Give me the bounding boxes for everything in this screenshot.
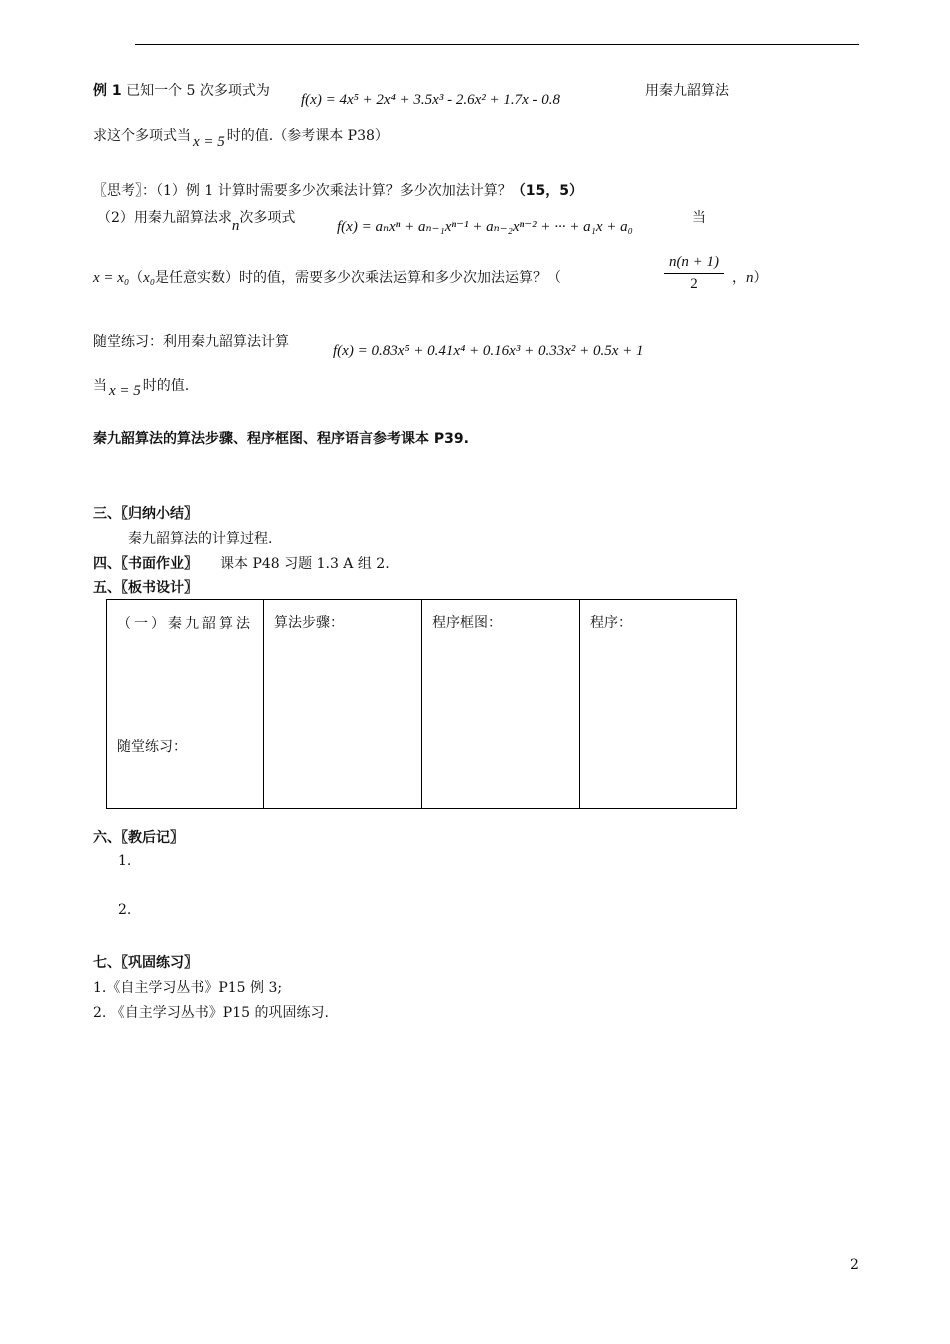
board-cell-flowchart [422, 600, 580, 809]
think-line3 [93, 267, 561, 287]
example1-intro: 已知一个 5 次多项式为 [126, 83, 270, 99]
table-row [107, 600, 737, 809]
example1-tail: 用秦九韶算法 [645, 83, 729, 99]
board-col2-label: 算法步骤： [274, 615, 344, 631]
practice-line2 [93, 375, 190, 399]
board-col1-practice: 随堂练习： [117, 739, 187, 755]
think-q1-answer: （15，5） [511, 183, 583, 199]
think-x0-condition: x = x₀ [93, 270, 130, 286]
example1-line1 [93, 80, 270, 100]
section7-item2: 2. 《自主学习丛书》P15 的巩固练习. [93, 1005, 329, 1021]
section3-body: 秦九韶算法的计算过程. [128, 531, 273, 547]
section6-title: 六、〖教后记〗 [93, 830, 184, 846]
think-n: n [746, 270, 754, 286]
section6-item2: 2. [118, 902, 132, 918]
practice-label: 随堂练习：利用秦九韶算法计算 [93, 334, 289, 350]
section7-title: 七、〖巩固练习〗 [93, 955, 198, 971]
think-line3-tail [732, 267, 768, 287]
example1-line2-text: 求这个多项式当 [93, 128, 191, 144]
think-q3-text: 是任意实数）时的值，需要多少次乘法运算和多少次加法运算？（ [155, 270, 562, 286]
practice-formula: f(x) = 0.83x⁵ + 0.41x⁴ + 0.16x³ + 0.33x² + 0.5x + 1 [333, 343, 644, 359]
steps-note: 秦九韶算法的算法步骤、程序框图、程序语言参考课本 P39. [93, 431, 469, 447]
section3-title: 三、〖归纳小结〗 [93, 506, 198, 522]
think-q2-text2: 次多项式 [239, 210, 296, 226]
think-line1 [93, 180, 583, 200]
think-general-formula: f(x) = aₙxⁿ + aₙ₋₁xⁿ⁻¹ + aₙ₋₂xⁿ⁻² + ··· + a₁x + a₀ [337, 219, 633, 235]
board-col4-label: 程序： [590, 615, 632, 631]
example1-label: 例 1 [93, 83, 122, 99]
think-q1: 〖思考〗：（1）例 1 计算时需要多少次乘法计算？多少次加法计算？ [93, 183, 512, 199]
think-q2-text: （2）用秦九韶算法求 [97, 210, 232, 226]
board-cell-title [107, 600, 264, 809]
fraction-numerator: n(n + 1) [664, 254, 724, 274]
think-line2 [97, 207, 296, 234]
section4-title: 四、〖书面作业〗 [93, 556, 198, 572]
section4-line [93, 553, 390, 573]
example1-formula: f(x) = 4x⁵ + 2x⁴ + 3.5x³ - 2.6x² + 1.7x - 0.8 [301, 92, 561, 108]
practice-line2-tail: 时的值. [142, 378, 190, 394]
board-cell-program [580, 600, 737, 809]
think-x0: x₀ [143, 270, 156, 286]
think-fraction [664, 254, 724, 293]
header-rule [135, 44, 859, 45]
board-col3-label: 程序框图： [432, 615, 502, 631]
section6-item1: 1. [118, 853, 132, 869]
think-q2-n: n [231, 218, 240, 234]
section7-item1: 1.《自主学习丛书》P15 例 3; [93, 980, 283, 996]
think-paren-close: ） [753, 270, 768, 286]
board-col1-title: （一）秦九韶算法 [117, 616, 253, 632]
example1-condition: x = 5 [193, 134, 225, 150]
example1-line2 [93, 125, 389, 150]
example1-line2-ref: 时的值.（参考课本 P38） [226, 128, 389, 144]
think-q2-tail: 当 [692, 210, 706, 226]
section5-title: 五、〖板书设计〗 [93, 580, 198, 596]
think-paren-open: （ [129, 270, 144, 286]
board-cell-steps [264, 600, 422, 809]
board-design-table [106, 599, 737, 809]
practice-when: 当 [93, 378, 107, 394]
fraction-denominator: 2 [690, 276, 698, 292]
section4-body: 课本 P48 习题 1.3 A 组 2. [220, 556, 390, 572]
think-comma: ， [732, 270, 746, 286]
page-number: 2 [850, 1257, 859, 1273]
practice-condition: x = 5 [109, 383, 141, 399]
